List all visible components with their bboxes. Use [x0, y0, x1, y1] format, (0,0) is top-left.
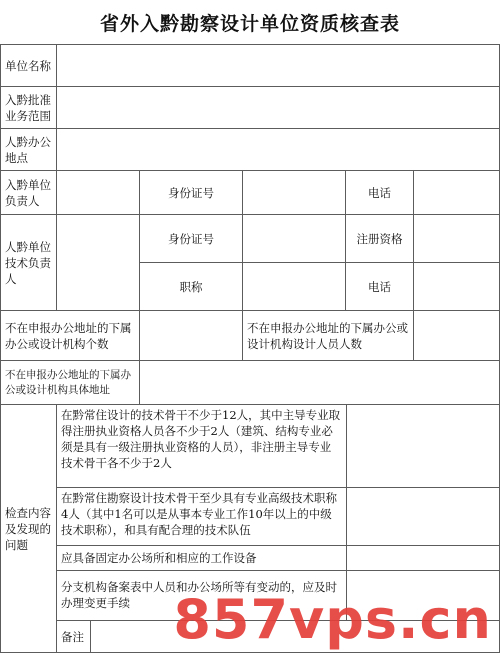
branch-count-value[interactable] [139, 310, 242, 360]
unit-leader-label: 入黔单位负责人 [0, 170, 56, 214]
requirement-check-1[interactable] [346, 404, 500, 487]
requirement-item: 分支机构备案表中人员和办公场所等有变动的，应及时办理变更手续 [56, 570, 346, 620]
site-watermark: 857vps.cn [173, 588, 492, 651]
phone-value-1[interactable] [413, 170, 500, 214]
business-scope-value[interactable] [56, 86, 500, 128]
branch-staff-value[interactable] [413, 310, 500, 360]
registration-label: 注册资格 [345, 214, 413, 262]
phone-label-2: 电话 [345, 262, 413, 310]
phone-label-1: 电话 [345, 170, 413, 214]
inspection-label: 检查内容及发现的问题 [0, 404, 56, 653]
requirement-item: 在黔常住勘察设计技术骨干至少具有专业高级技术职称4人（其中1名可以是从事本专业工作10年以上的中级技术职称），和具有配合理的技术队伍 [56, 487, 346, 545]
branch-address-label: 不在申报办公地址的下属办公或设计机构具体地址 [0, 360, 139, 404]
unit-name-label: 单位名称 [0, 44, 56, 86]
title-rank-value[interactable] [242, 262, 345, 310]
branch-staff-label: 不在申报办公地址的下属办公或设计机构设计人员人数 [242, 310, 413, 360]
tech-leader-label: 人黔单位技术负责人 [0, 214, 56, 310]
requirement-check-3[interactable] [346, 545, 500, 570]
requirement-item: 应具备固定办公场所和相应的工作设备 [56, 545, 346, 570]
branch-count-label: 不在申报办公地址的下属办公或设计机构个数 [0, 310, 139, 360]
remarks-label: 备注 [56, 620, 90, 653]
office-address-label: 人黔办公地点 [0, 128, 56, 170]
requirement-check-2[interactable] [346, 487, 500, 545]
branch-address-value[interactable] [139, 360, 500, 404]
id-number-value-1[interactable] [242, 170, 345, 214]
requirement-item: 在黔常住设计的技术骨干不少于12人，其中主导专业取得注册执业资格人员各不少于2人（建筑、结构专业必须是具有一级注册执业资格的人员），非注册主导专业技术骨干各不少于2人 [56, 404, 346, 487]
unit-leader-value[interactable] [56, 170, 139, 214]
unit-name-value[interactable] [56, 44, 500, 86]
title-rank-label: 职称 [139, 262, 242, 310]
form-title: 省外入黔勘察设计单位资质核查表 [99, 12, 400, 35]
office-address-value[interactable] [56, 128, 500, 170]
id-number-value-2[interactable] [242, 214, 345, 262]
tech-leader-value[interactable] [56, 214, 139, 310]
id-number-label-2: 身份证号 [139, 214, 242, 262]
id-number-label-1: 身份证号 [139, 170, 242, 214]
phone-value-2[interactable] [413, 262, 500, 310]
registration-value[interactable] [413, 214, 500, 262]
business-scope-label: 入黔批准业务范围 [0, 86, 56, 128]
